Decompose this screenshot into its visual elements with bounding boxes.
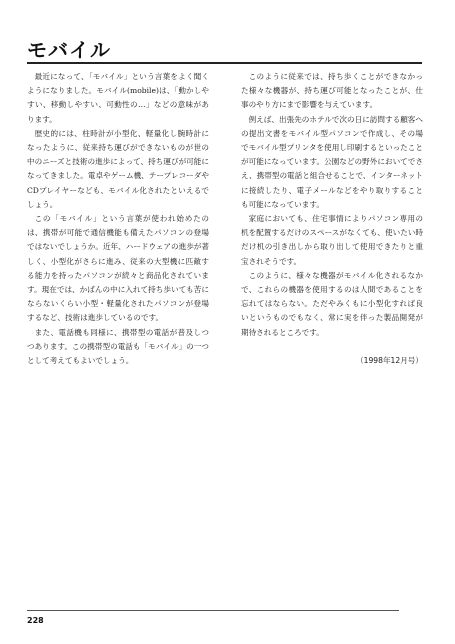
paragraph: 例えば、出張先のホテルで次の日に訪問する顧客への提出文書をモバイル型パソコンで作成し、その場でモバイル型プリンタを使用し印刷するといったことが可能になっています。公園などの野外においてでさえ、携帯型の電話と組合せることで、インターネットに接続したり、電子メールなどをやり取りすることも可能になっています。 (241, 114, 423, 209)
title-divider (27, 62, 422, 64)
paragraph: この「モバイル」という言葉が使われ始めたのは、携帯が可能で通信機能も備えたパソコンの登場ではないでしょうか。近年、ハードウェアの進歩が著しく、小型化がさらに進み、従来の大型機に匹敵する能力を持ったパソコンが続々と商品化されています。現在では、かばんの中に入れて持ち歩いても苦にならないくらい小型・軽量化されたパソコンが登場するなど、技術は進歩しているのです。 (27, 214, 209, 323)
page-title: モバイル (27, 38, 111, 62)
paragraph: 最近になって、「モバイル」という言葉をよく聞くようになりました。モバイル(mobile)は、「動かしやすい、移動しやすい、可動性の…」などの意味があります。 (27, 72, 209, 124)
paragraph: 歴史的には、柱時計が小型化、軽量化し腕時計になったように、従来持ち運びができないものが世の中のニーズと技術の進歩によって、持ち運びが可能になってきました。電卓やゲーム機、テープレコーダやCDプレイヤーなども、モバイル化されたといえるでしょう。 (27, 128, 209, 209)
right-column (241, 70, 423, 368)
paragraph: また、電話機も同様に、携帯型の電話が普及しつつあります。この携帯型の電話も「モバイル」の一つとして考えてもよいでしょう。 (27, 327, 209, 366)
paragraph: このように、様々な機器がモバイル化されるなかで、これらの機器を使用するのは人間であることを忘れてはならない。ただやみくもに小型化すれば良いというものでもなく、常に実を伴った製品開発が期待されるところです。 (241, 270, 423, 337)
paragraph: このように従来では、持ち歩くことができなかった様々な機器が、持ち運び可能となったことが、仕事のやり方にまで影響を与えています。 (241, 72, 423, 110)
page-number: 228 (27, 616, 44, 625)
paragraph: 家庭においても、住宅事情によりパソコン専用の机を配置するだけのスペースがなくても、使いたい時だけ机の引き出しから取り出して使用できたりと重宝されそうです。 (241, 214, 423, 266)
left-column (27, 70, 209, 368)
footer-divider (27, 610, 399, 611)
issue-date-note: （1998年12月号） (356, 355, 423, 365)
